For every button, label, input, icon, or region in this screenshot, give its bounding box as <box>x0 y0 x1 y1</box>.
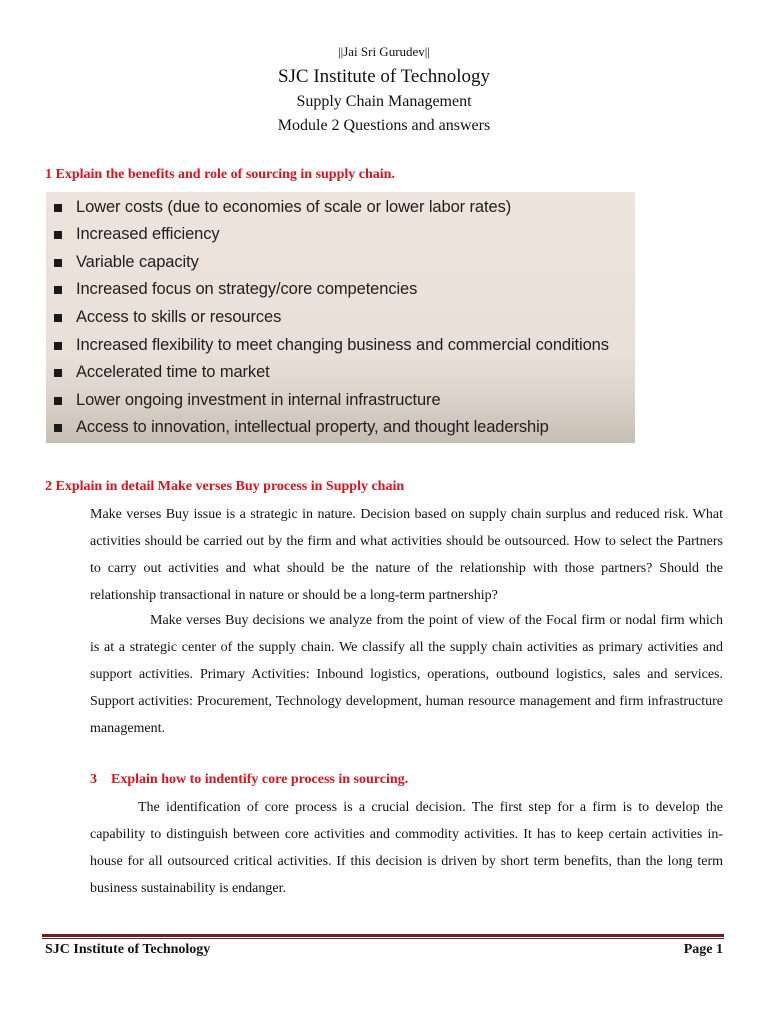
benefit-text: Increased focus on strategy/core competencies <box>76 280 418 298</box>
square-bullet-icon <box>54 286 62 294</box>
invocation-line: ||Jai Sri Gurudev|| <box>337 44 430 59</box>
benefit-item <box>54 304 281 331</box>
square-bullet-icon <box>54 231 62 239</box>
benefit-text: Accelerated time to market <box>76 363 270 381</box>
footer-institute: SJC Institute of Technology <box>45 942 211 957</box>
answer-3-paragraph: The identification of core process is a crucial decision. The first step for a firm is to develop the capability to distinguish between core activities and commodity activities. It has to keep certain activities in-house for all outsourced critical activities. If this decision is driven by short term benefits, than the long term business sustainability is endanger. <box>90 800 723 896</box>
square-bullet-icon <box>54 369 62 377</box>
institute-title: SJC Institute of Technology <box>277 66 491 87</box>
answer-2-paragraph-2: Make verses Buy decisions we analyze from the point of view of the Focal firm or nodal firm which is at a strategic center of the supply chain. We classify all the supply chain activities as primary activities and support activities. Primary Activities: Inbound logistics, operations, outbound logistics, sales and services. Support activities: Procurement, Technology development, human resource management and firm infrastructure management. <box>90 613 723 736</box>
answer-2-paragraph-1: Make verses Buy issue is a strategic in nature. Decision based on supply chain surplus and reduced risk. What activities should be carried out by the firm and what activities should be outsourced. How to select the Partners to carry out activities and what should be the nature of the relationship with those partners? Should the relationship transactional in nature or should be a long-term partnership? <box>90 507 723 603</box>
square-bullet-icon <box>54 314 62 322</box>
benefit-item <box>54 194 511 221</box>
benefit-item <box>54 332 609 359</box>
question-3-heading: 3 Explain how to indentify core process in sourcing. <box>90 772 409 787</box>
square-bullet-icon <box>54 259 62 267</box>
benefit-text: Access to skills or resources <box>76 308 282 326</box>
benefit-item <box>54 414 549 441</box>
page-number: Page 1 <box>683 942 723 957</box>
benefit-text: Lower ongoing investment in internal infrastructure <box>76 391 441 409</box>
square-bullet-icon <box>54 397 62 405</box>
footer-rule <box>42 934 724 937</box>
question-2-heading: 2 Explain in detail Make verses Buy process in Supply chain <box>45 479 405 494</box>
question-1-heading: 1 Explain the benefits and role of sourcing in supply chain. <box>45 167 395 182</box>
square-bullet-icon <box>54 342 62 350</box>
benefit-text: Increased efficiency <box>76 225 220 243</box>
square-bullet-icon <box>54 204 62 212</box>
square-bullet-icon <box>54 424 62 432</box>
footer-rule-thin <box>42 938 724 939</box>
subject-title: Supply Chain Management <box>296 93 472 110</box>
benefit-text: Access to innovation, intellectual property, and thought leadership <box>76 418 549 436</box>
sourcing-benefits-figure <box>46 192 635 443</box>
benefit-item <box>54 359 270 386</box>
benefit-text: Increased flexibility to meet changing business and commercial conditions <box>76 336 609 354</box>
module-title: Module 2 Questions and answers <box>277 117 491 134</box>
benefit-text: Lower costs (due to economies of scale or lower labor rates) <box>76 198 512 216</box>
benefit-item <box>54 221 220 248</box>
benefit-item <box>54 249 199 276</box>
benefit-text: Variable capacity <box>76 253 199 271</box>
benefit-item <box>54 276 417 303</box>
benefit-item <box>54 387 441 414</box>
